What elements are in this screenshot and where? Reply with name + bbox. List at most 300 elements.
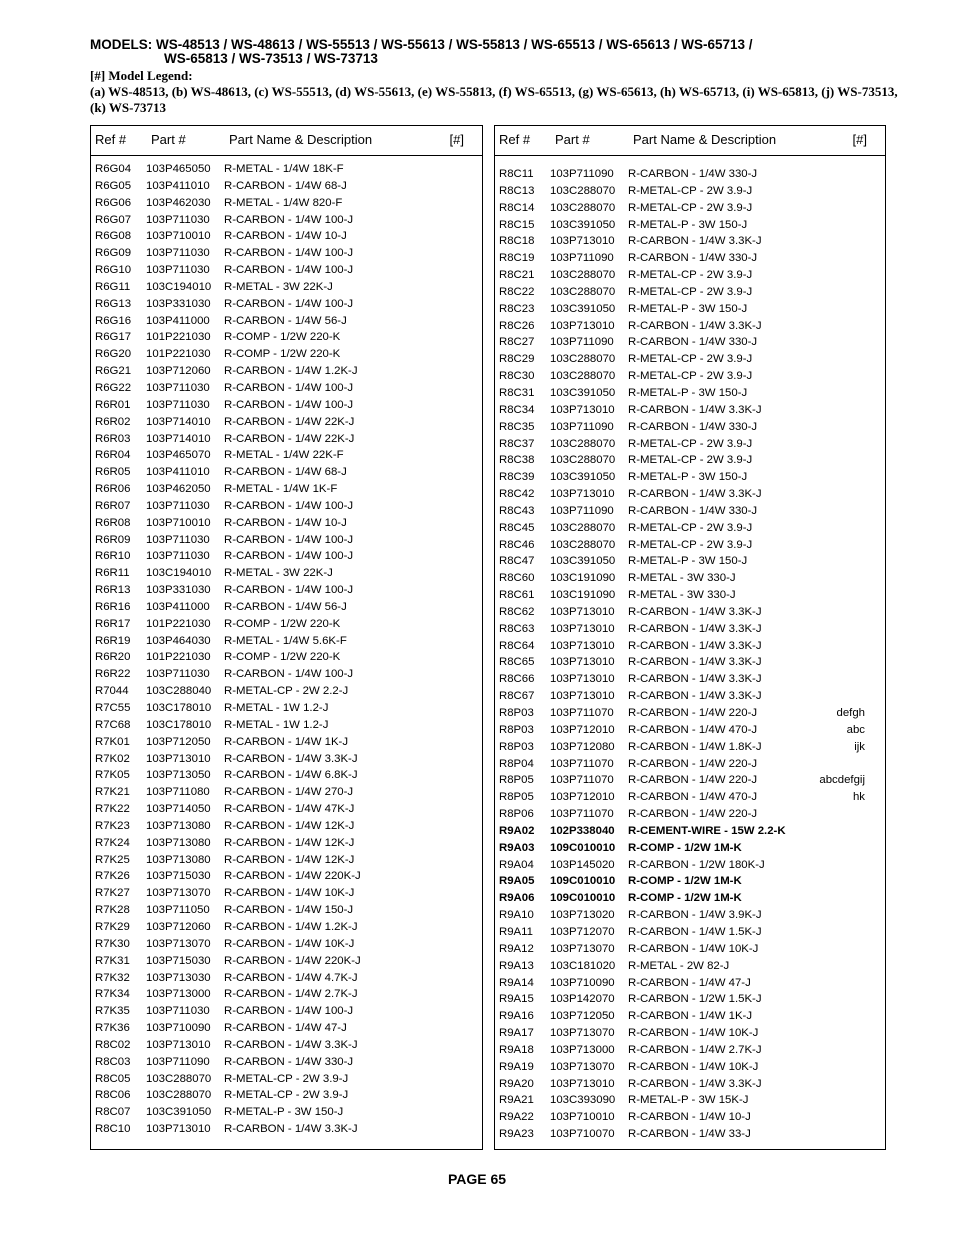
description-cell: R-CARBON - 1/4W 100-J bbox=[224, 398, 354, 411]
table-row bbox=[91, 296, 482, 313]
ref-cell: R8C05 bbox=[95, 1072, 131, 1085]
part-number-cell: 103P712050 bbox=[146, 735, 211, 748]
part-number-cell: 103C391050 bbox=[146, 1106, 212, 1119]
description-cell: R-CARBON - 1/4W 2.7K-J bbox=[628, 1043, 762, 1056]
ref-cell: R6R11 bbox=[95, 567, 130, 580]
description-cell: R-METAL - 3W 330-J bbox=[628, 589, 736, 602]
models-line-2: WS-65813 / WS-73513 / WS-73713 bbox=[164, 51, 378, 66]
ref-cell: R6G04 bbox=[95, 163, 132, 175]
part-number-cell: 103P713010 bbox=[550, 605, 615, 618]
table-row bbox=[91, 700, 482, 717]
table-row bbox=[91, 1087, 482, 1104]
ref-cell: R8C22 bbox=[499, 285, 535, 298]
table-row bbox=[91, 363, 482, 380]
part-number-cell: 103P711030 bbox=[146, 499, 210, 512]
table-row bbox=[495, 739, 885, 756]
ref-cell: R7K30 bbox=[95, 937, 130, 950]
part-number-cell: 103P711080 bbox=[146, 786, 210, 799]
description-cell: R-CARBON - 1/4W 220K-J bbox=[224, 870, 361, 883]
part-number-cell: 103P411010 bbox=[146, 466, 210, 479]
table-row bbox=[91, 279, 482, 296]
part-number-cell: 103P713010 bbox=[550, 1077, 615, 1090]
description-cell: R-METAL-CP - 2W 3.9-J bbox=[628, 269, 753, 282]
ref-cell: R6G10 bbox=[95, 264, 132, 277]
table-row bbox=[495, 806, 885, 823]
ref-cell: R7K28 bbox=[95, 904, 130, 917]
table-row bbox=[495, 671, 885, 688]
part-number-cell: 103P711090 bbox=[550, 252, 614, 265]
part-number-cell: 103P714010 bbox=[146, 432, 211, 445]
table-row bbox=[495, 469, 885, 486]
ref-cell: R7K24 bbox=[95, 836, 130, 849]
ref-cell: R7K05 bbox=[95, 769, 130, 782]
part-number-cell: 103P462050 bbox=[146, 483, 211, 496]
description-cell: R-METAL-CP - 2W 2.2-J bbox=[224, 685, 349, 698]
ref-cell: R8C60 bbox=[499, 572, 535, 585]
ref-cell: R8C26 bbox=[499, 319, 535, 332]
description-cell: R-CARBON - 1/4W 100-J bbox=[224, 668, 354, 681]
table-row bbox=[91, 616, 482, 633]
table-row bbox=[495, 958, 885, 975]
part-number-cell: 103P712070 bbox=[550, 925, 615, 938]
description-cell: R-METAL-CP - 2W 3.9-J bbox=[628, 454, 753, 467]
description-cell: R-CARBON - 1/2W 1.5K-J bbox=[628, 993, 762, 1006]
table-row bbox=[495, 486, 885, 503]
description-cell: R-CARBON - 1/4W 3.9K-J bbox=[628, 909, 762, 922]
ref-cell: R7C68 bbox=[95, 718, 131, 731]
ref-cell: R8C14 bbox=[499, 201, 535, 214]
model-legend-title: [#] Model Legend: bbox=[90, 68, 193, 83]
description-cell: R-CARBON - 1/4W 22K-J bbox=[224, 432, 355, 445]
description-cell: R-CARBON - 1/4W 4.7K-J bbox=[224, 971, 358, 984]
table-row bbox=[495, 385, 885, 402]
description-cell: R-CARBON - 1/4W 330-J bbox=[628, 504, 758, 517]
part-number-cell: 102P338040 bbox=[550, 824, 615, 837]
description-cell: R-CARBON - 1/4W 12K-J bbox=[224, 819, 355, 832]
table-row bbox=[495, 503, 885, 520]
table-row bbox=[91, 346, 482, 363]
part-number-cell: 103P710090 bbox=[550, 976, 615, 989]
ref-cell: R8C43 bbox=[499, 504, 535, 517]
ref-cell: R6G20 bbox=[95, 348, 132, 361]
ref-cell: R8C18 bbox=[499, 235, 535, 248]
description-cell: R-COMP - 1/2W 1M-K bbox=[628, 841, 742, 854]
part-number-cell: 103C178010 bbox=[146, 702, 212, 714]
ref-cell: R8C39 bbox=[499, 471, 535, 484]
part-number-cell: 103P711090 bbox=[550, 336, 614, 349]
ref-cell: R9A21 bbox=[499, 1094, 534, 1107]
table-row bbox=[495, 1008, 885, 1025]
part-number-cell: 103C191090 bbox=[550, 589, 616, 602]
part-number-cell: 103C288070 bbox=[550, 285, 616, 298]
table-row bbox=[91, 228, 482, 245]
table-row bbox=[495, 873, 885, 890]
table-row bbox=[495, 991, 885, 1008]
ref-cell: R6G05 bbox=[95, 179, 132, 192]
table-row bbox=[91, 481, 482, 498]
ref-cell: R9A15 bbox=[499, 993, 534, 1006]
part-number-cell: 103P411010 bbox=[146, 179, 210, 192]
table-row bbox=[91, 801, 482, 818]
description-cell: R-CARBON - 1/4W 1.8K-J bbox=[628, 740, 762, 753]
table-row bbox=[91, 1071, 482, 1088]
description-cell: R-METAL - 1W 1.2-J bbox=[224, 718, 329, 731]
part-number-cell: 109C010010 bbox=[550, 892, 616, 905]
ref-cell: R7K22 bbox=[95, 803, 130, 816]
table-row bbox=[495, 604, 885, 621]
model-code-cell: abc bbox=[846, 723, 865, 736]
table-row bbox=[91, 195, 482, 212]
table-row bbox=[495, 537, 885, 554]
part-number-cell: 103P712060 bbox=[146, 920, 211, 933]
table-row bbox=[495, 924, 885, 941]
table-row bbox=[91, 599, 482, 616]
description-cell: R-CARBON - 1/4W 10-J bbox=[224, 516, 347, 529]
table-row bbox=[495, 823, 885, 840]
table-body bbox=[495, 166, 885, 1143]
ref-cell: R8C06 bbox=[95, 1089, 131, 1102]
part-number-cell: 103P713010 bbox=[550, 235, 615, 248]
table-row bbox=[495, 1109, 885, 1126]
part-number-cell: 103P713080 bbox=[146, 836, 211, 849]
ref-cell: R6R02 bbox=[95, 415, 131, 428]
ref-cell: R6R05 bbox=[95, 466, 131, 479]
ref-cell: R6G22 bbox=[95, 381, 132, 394]
table-row bbox=[495, 907, 885, 924]
description-cell: R-CARBON - 1/4W 47-J bbox=[224, 1022, 347, 1035]
description-cell: R-CARBON - 1/4W 3.3K-J bbox=[628, 1077, 762, 1090]
column-header-model: [#] bbox=[449, 132, 464, 147]
description-cell: R-METAL-P - 3W 150-J bbox=[224, 1106, 344, 1119]
ref-cell: R9A16 bbox=[499, 1010, 534, 1023]
part-number-cell: 103C288040 bbox=[146, 685, 212, 698]
ref-cell: R7K35 bbox=[95, 1005, 130, 1018]
description-cell: R-CARBON - 1/4W 100-J bbox=[224, 213, 354, 226]
part-number-cell: 103C391050 bbox=[550, 555, 616, 568]
part-number-cell: 103P711030 bbox=[146, 264, 210, 277]
part-number-cell: 103P713030 bbox=[146, 971, 211, 984]
description-cell: R-CARBON - 1/4W 3.3K-J bbox=[628, 235, 762, 248]
ref-cell: R8P05 bbox=[499, 774, 534, 787]
table-row bbox=[495, 520, 885, 537]
ref-cell: R8C13 bbox=[499, 184, 535, 197]
part-number-cell: 103C194010 bbox=[146, 567, 212, 580]
table-row bbox=[495, 250, 885, 267]
ref-cell: R8C02 bbox=[95, 1038, 131, 1051]
ref-cell: R8C63 bbox=[499, 622, 535, 635]
ref-cell: R8C23 bbox=[499, 302, 535, 315]
part-number-cell: 103P713070 bbox=[550, 942, 615, 955]
table-row bbox=[495, 1042, 885, 1059]
part-number-cell: 103C391050 bbox=[550, 218, 616, 231]
table-row bbox=[91, 1104, 482, 1121]
ref-cell: R7044 bbox=[95, 685, 129, 698]
description-cell: R-CARBON - 1/4W 3.3K-J bbox=[224, 752, 358, 765]
table-row bbox=[495, 857, 885, 874]
ref-cell: R8C35 bbox=[499, 420, 535, 433]
ref-cell: R7K32 bbox=[95, 971, 130, 984]
description-cell: R-CARBON - 1/2W 180K-J bbox=[628, 858, 765, 871]
table-row bbox=[91, 548, 482, 565]
table-row bbox=[495, 351, 885, 368]
ref-cell: R8C38 bbox=[499, 454, 535, 467]
part-number-cell: 103P713010 bbox=[550, 319, 615, 332]
description-cell: R-CARBON - 1/4W 3.3K-J bbox=[628, 673, 762, 686]
part-number-cell: 101P221030 bbox=[146, 651, 211, 664]
description-cell: R-METAL - 3W 330-J bbox=[628, 572, 736, 585]
part-number-cell: 103P712080 bbox=[550, 740, 615, 753]
table-row bbox=[91, 178, 482, 195]
table-row bbox=[91, 649, 482, 666]
part-number-cell: 103P711030 bbox=[146, 213, 210, 226]
part-number-cell: 103P713020 bbox=[550, 909, 615, 922]
table-row bbox=[91, 683, 482, 700]
description-cell: R-CEMENT-WIRE - 15W 2.2-K bbox=[628, 824, 786, 837]
description-cell: R-CARBON - 1/4W 100-J bbox=[224, 381, 354, 394]
description-cell: R-CARBON - 1/4W 3.3K-J bbox=[224, 1123, 358, 1136]
part-number-cell: 103P710090 bbox=[146, 1022, 211, 1035]
ref-cell: R8P03 bbox=[499, 723, 534, 736]
ref-cell: R9A22 bbox=[499, 1111, 534, 1124]
part-number-cell: 103P711030 bbox=[146, 1005, 210, 1018]
ref-cell: R9A23 bbox=[499, 1128, 534, 1141]
description-cell: R-CARBON - 1/4W 2.7K-J bbox=[224, 988, 358, 1001]
description-cell: R-CARBON - 1/4W 100-J bbox=[224, 1005, 354, 1018]
table-row bbox=[91, 818, 482, 835]
part-number-cell: 103C288070 bbox=[550, 521, 616, 534]
ref-cell: R8C19 bbox=[499, 252, 535, 265]
description-cell: R-CARBON - 1/4W 100-J bbox=[224, 533, 354, 546]
part-number-cell: 103C288070 bbox=[146, 1072, 212, 1085]
part-number-cell: 103P711090 bbox=[550, 168, 614, 180]
description-cell: R-CARBON - 1/4W 220-J bbox=[628, 707, 758, 719]
ref-cell: R7K27 bbox=[95, 887, 130, 900]
table-row bbox=[91, 919, 482, 936]
description-cell: R-CARBON - 1/4W 10K-J bbox=[224, 937, 355, 950]
ref-cell: R7K02 bbox=[95, 752, 130, 765]
table-row bbox=[495, 452, 885, 469]
description-cell: R-CARBON - 1/4W 47-J bbox=[628, 976, 751, 989]
ref-cell: R6R01 bbox=[95, 398, 131, 411]
part-number-cell: 103P713070 bbox=[550, 1027, 615, 1040]
part-number-cell: 103P711070 bbox=[550, 757, 614, 770]
ref-cell: R8C45 bbox=[499, 521, 535, 534]
ref-cell: R9A05 bbox=[499, 875, 535, 888]
description-cell: R-METAL-CP - 2W 3.9-J bbox=[628, 437, 753, 450]
part-number-cell: 103P710010 bbox=[550, 1111, 615, 1124]
description-cell: R-CARBON - 1/4W 100-J bbox=[224, 247, 354, 260]
description-cell: R-CARBON - 1/4W 12K-J bbox=[224, 853, 355, 866]
description-cell: R-CARBON - 1/4W 3.3K-J bbox=[628, 605, 762, 618]
part-number-cell: 103P465070 bbox=[146, 449, 211, 462]
ref-cell: R9A06 bbox=[499, 892, 535, 905]
model-code-cell: defgh bbox=[836, 707, 865, 719]
description-cell: R-METAL - 2W 82-J bbox=[628, 959, 730, 972]
description-cell: R-METAL-P - 3W 150-J bbox=[628, 218, 748, 231]
ref-cell: R6G07 bbox=[95, 213, 132, 226]
table-row bbox=[495, 1076, 885, 1093]
page-number: PAGE 65 bbox=[447, 1171, 507, 1187]
model-legend-text: (a) WS-48513, (b) WS-48613, (c) WS-55513, (d) WS-55613, (e) WS-55813, (f) WS-65513, (g) WS-65613, (h) WS-65713, (i) WS-65813, (j) WS-73513, (k) WS-73713 bbox=[90, 84, 898, 115]
part-number-cell: 103P712010 bbox=[550, 791, 615, 804]
description-cell: R-METAL - 1/4W 18K-F bbox=[224, 163, 344, 175]
table-row bbox=[495, 570, 885, 587]
description-cell: R-CARBON - 1/4W 56-J bbox=[224, 314, 347, 327]
description-cell: R-CARBON - 1/4W 470-J bbox=[628, 791, 758, 804]
description-cell: R-METAL-P - 3W 150-J bbox=[628, 471, 748, 484]
ref-cell: R9A13 bbox=[499, 959, 534, 972]
table-row bbox=[495, 301, 885, 318]
description-cell: R-CARBON - 1/4W 10K-J bbox=[628, 942, 759, 955]
description-cell: R-CARBON - 1/4W 10-J bbox=[224, 230, 347, 243]
ref-cell: R8P03 bbox=[499, 740, 534, 753]
part-number-cell: 109C010010 bbox=[550, 841, 616, 854]
table-row bbox=[495, 200, 885, 217]
column-header-part: Part # bbox=[151, 132, 186, 147]
table-row bbox=[91, 717, 482, 734]
part-number-cell: 101P221030 bbox=[146, 331, 211, 344]
description-cell: R-METAL-CP - 2W 3.9-J bbox=[628, 353, 753, 366]
table-row bbox=[91, 1020, 482, 1037]
ref-cell: R9A17 bbox=[499, 1027, 534, 1040]
ref-cell: R8C03 bbox=[95, 1055, 131, 1068]
part-number-cell: 103P712050 bbox=[550, 1010, 615, 1023]
table-row bbox=[495, 975, 885, 992]
table-row bbox=[495, 1126, 885, 1143]
description-cell: R-CARBON - 1/4W 150-J bbox=[224, 904, 354, 917]
part-number-cell: 103C391050 bbox=[550, 302, 616, 315]
description-cell: R-METAL - 3W 22K-J bbox=[224, 567, 333, 580]
table-row bbox=[91, 633, 482, 650]
description-cell: R-METAL-CP - 2W 3.9-J bbox=[628, 521, 753, 534]
ref-cell: R7K34 bbox=[95, 988, 130, 1001]
table-row bbox=[495, 654, 885, 671]
part-number-cell: 103P462030 bbox=[146, 196, 211, 209]
part-number-cell: 103P712060 bbox=[146, 365, 211, 378]
models-heading bbox=[90, 38, 910, 66]
part-number-cell: 103C288070 bbox=[550, 184, 616, 197]
part-number-cell: 103P714010 bbox=[146, 415, 211, 428]
table-row bbox=[91, 431, 482, 448]
ref-cell: R9A19 bbox=[499, 1060, 534, 1073]
ref-cell: R7K31 bbox=[95, 954, 130, 967]
part-number-cell: 103C288070 bbox=[550, 201, 616, 214]
table-row bbox=[91, 986, 482, 1003]
part-number-cell: 103C288070 bbox=[550, 353, 616, 366]
table-row bbox=[91, 1003, 482, 1020]
table-row bbox=[91, 1037, 482, 1054]
parts-table-left bbox=[90, 125, 483, 1150]
description-cell: R-CARBON - 1/4W 10K-J bbox=[224, 887, 355, 900]
description-cell: R-COMP - 1/2W 220-K bbox=[224, 651, 341, 664]
table-row bbox=[495, 183, 885, 200]
part-number-cell: 103P711090 bbox=[146, 1055, 210, 1068]
ref-cell: R7K29 bbox=[95, 920, 130, 933]
description-cell: R-COMP - 1/2W 220-K bbox=[224, 331, 341, 344]
table-header bbox=[495, 126, 885, 156]
description-cell: R-COMP - 1/2W 1M-K bbox=[628, 875, 742, 888]
column-header-ref: Ref # bbox=[95, 132, 127, 147]
ref-cell: R6R08 bbox=[95, 516, 131, 529]
table-row bbox=[91, 970, 482, 987]
description-cell: R-CARBON - 1/4W 330-J bbox=[628, 168, 758, 180]
ref-cell: R8C65 bbox=[499, 656, 535, 669]
table-row bbox=[91, 565, 482, 582]
part-number-cell: 103P711030 bbox=[146, 247, 210, 260]
table-row bbox=[91, 397, 482, 414]
part-number-cell: 103P710010 bbox=[146, 516, 211, 529]
part-number-cell: 103C191090 bbox=[550, 572, 616, 585]
description-cell: R-COMP - 1/2W 220-K bbox=[224, 348, 341, 361]
description-cell: R-CARBON - 1/4W 470-J bbox=[628, 723, 758, 736]
table-row bbox=[91, 582, 482, 599]
ref-cell: R6G21 bbox=[95, 365, 132, 378]
table-row bbox=[495, 1059, 885, 1076]
description-cell: R-CARBON - 1/4W 220-J bbox=[628, 808, 758, 821]
description-cell: R-METAL - 1/4W 1K-F bbox=[224, 483, 338, 496]
part-number-cell: 103P713010 bbox=[146, 752, 211, 765]
table-row bbox=[91, 329, 482, 346]
part-number-cell: 103C288070 bbox=[550, 437, 616, 450]
ref-cell: R8C29 bbox=[499, 353, 535, 366]
ref-cell: R8C27 bbox=[499, 336, 535, 349]
table-row bbox=[495, 553, 885, 570]
ref-cell: R8C37 bbox=[499, 437, 535, 450]
part-number-cell: 103P715030 bbox=[146, 870, 211, 883]
ref-cell: R7C55 bbox=[95, 702, 131, 714]
ref-cell: R6R17 bbox=[95, 617, 131, 630]
part-number-cell: 103P713010 bbox=[146, 1038, 211, 1051]
description-cell: R-METAL - 1/4W 820-F bbox=[224, 196, 343, 209]
description-cell: R-CARBON - 1/4W 3.3K-J bbox=[224, 1038, 358, 1051]
description-cell: R-CARBON - 1/4W 330-J bbox=[224, 1055, 354, 1068]
ref-cell: R6R09 bbox=[95, 533, 131, 546]
part-number-cell: 103C288070 bbox=[550, 538, 616, 551]
description-cell: R-COMP - 1/2W 220-K bbox=[224, 617, 341, 630]
ref-cell: R8C42 bbox=[499, 488, 535, 501]
part-number-cell: 103C181020 bbox=[550, 959, 616, 972]
table-row bbox=[91, 666, 482, 683]
column-header-desc: Part Name & Description bbox=[229, 132, 373, 147]
table-row bbox=[91, 767, 482, 784]
parts-table-right bbox=[494, 125, 886, 1150]
part-number-cell: 103P713010 bbox=[550, 656, 615, 669]
ref-cell: R6R04 bbox=[95, 449, 131, 462]
ref-cell: R6G17 bbox=[95, 331, 132, 344]
description-cell: R-METAL-CP - 2W 3.9-J bbox=[628, 285, 753, 298]
table-row bbox=[495, 419, 885, 436]
ref-cell: R8C47 bbox=[499, 555, 535, 568]
ref-cell: R9A12 bbox=[499, 942, 534, 955]
ref-cell: R6R13 bbox=[95, 584, 131, 597]
description-cell: R-CARBON - 1/4W 330-J bbox=[628, 252, 758, 265]
table-row bbox=[495, 284, 885, 301]
description-cell: R-CARBON - 1/4W 12K-J bbox=[224, 836, 355, 849]
table-row bbox=[495, 267, 885, 284]
description-cell: R-METAL-P - 3W 150-J bbox=[628, 302, 748, 315]
table-row bbox=[495, 334, 885, 351]
part-number-cell: 103P711030 bbox=[146, 381, 210, 394]
part-number-cell: 103P711050 bbox=[146, 904, 210, 917]
ref-cell: R8C34 bbox=[499, 403, 535, 416]
table-row bbox=[91, 784, 482, 801]
models-line-1: MODELS: WS-48513 / WS-48613 / WS-55513 / WS-55613 / WS-55813 / WS-65513 / WS-65613 / WS-65713 / bbox=[90, 37, 753, 52]
ref-cell: R8C30 bbox=[499, 370, 535, 383]
table-row bbox=[91, 464, 482, 481]
description-cell: R-CARBON - 1/4W 10K-J bbox=[628, 1027, 759, 1040]
description-cell: R-CARBON - 1/4W 33-J bbox=[628, 1128, 751, 1141]
ref-cell: R7K23 bbox=[95, 819, 130, 832]
